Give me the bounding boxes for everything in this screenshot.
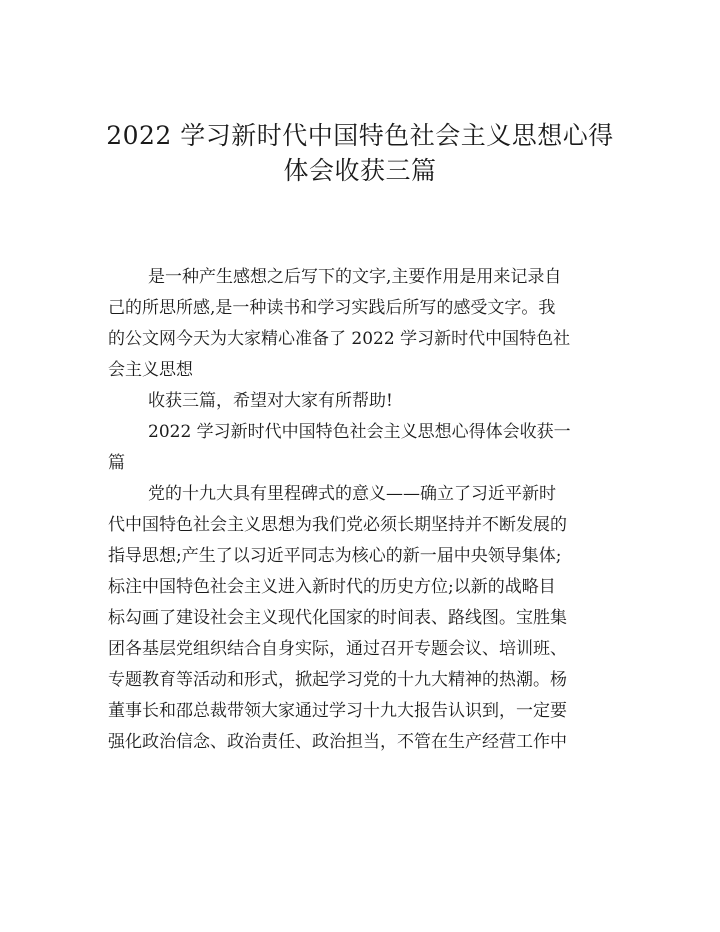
body-line: 党的十九大具有里程碑式的意义——确立了习近平新时 (148, 484, 556, 504)
body-line: 董事长和邵总裁带领大家通过学习十九大报告认识到，一定要 (108, 701, 567, 721)
document-body (108, 262, 618, 758)
body-line: 指导思想;产生了以习近平同志为核心的新一届中央领导集体; (108, 546, 562, 566)
body-line: 代中国特色社会主义思想为我们党必须长期坚持并不断发展的 (108, 515, 567, 535)
body-line: 篇 (108, 453, 125, 473)
body-line: 是一种产生感想之后写下的文字,主要作用是用来记录自 (148, 267, 562, 287)
body-line: 标勾画了建设社会主义现代化国家的时间表、路线图。宝胜集 (108, 608, 567, 628)
title-line-1: 2022 学习新时代中国特色社会主义思想心得 (106, 121, 614, 150)
body-line: 专题教育等活动和形式，掀起学习党的十九大精神的热潮。杨 (108, 670, 567, 690)
body-line: 的公文网今天为大家精心准备了 2022 学习新时代中国特色社 (108, 329, 571, 349)
body-line: 团各基层党组织结合自身实际，通过召开专题会议、培训班、 (108, 639, 567, 659)
document-title (100, 118, 620, 188)
body-line: 会主义思想 (108, 360, 193, 380)
body-line: 2022 学习新时代中国特色社会主义思想心得体会收获一 (148, 422, 571, 442)
body-line: 强化政治信念、政治责任、政治担当，不管在生产经营工作中 (108, 732, 567, 752)
body-line: 标注中国特色社会主义进入新时代的历史方位;以新的战略目 (108, 577, 556, 597)
body-line: 己的所思所感,是一种读书和学习实践后所写的感受文字。我 (108, 298, 556, 318)
body-line: 收获三篇，希望对大家有所帮助! (148, 391, 393, 411)
title-line-2: 体会收获三篇 (283, 156, 437, 185)
